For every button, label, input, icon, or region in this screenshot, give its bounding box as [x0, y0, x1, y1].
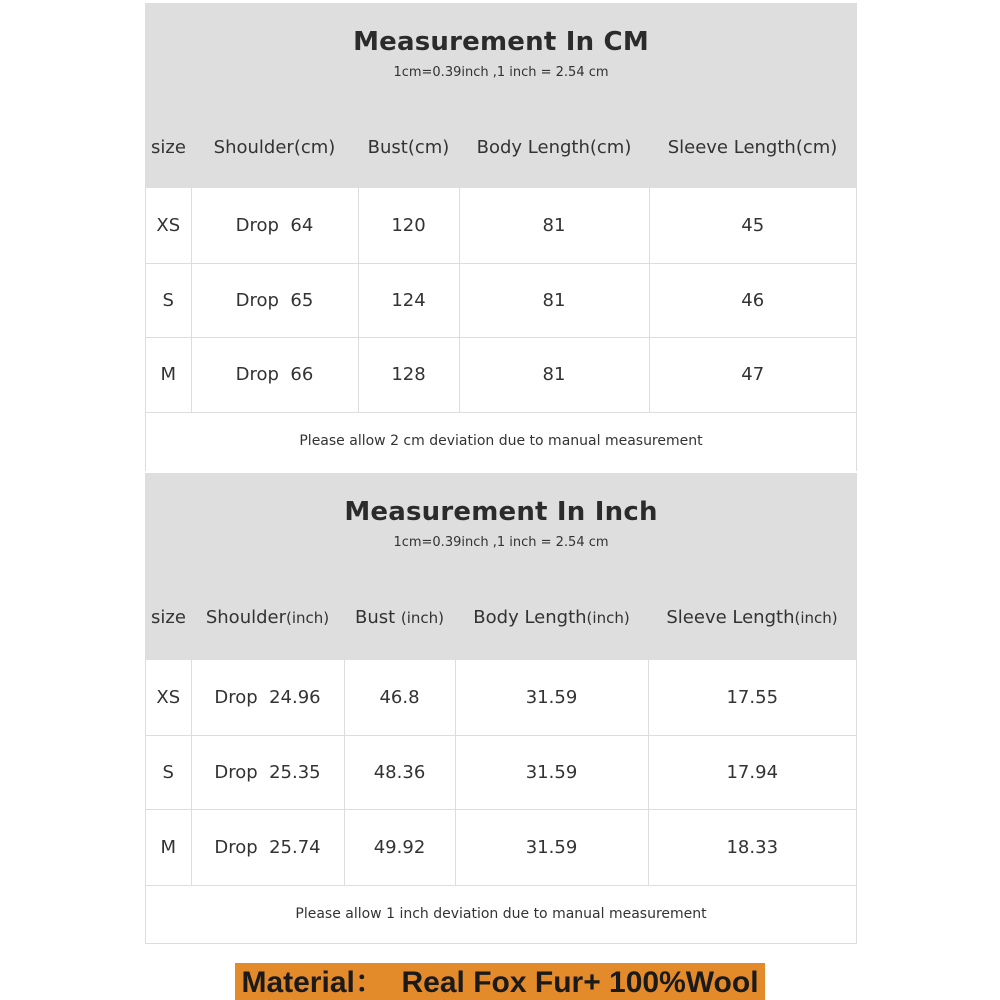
section-title: Measurement In Inch [344, 497, 658, 527]
conversion-note: 1cm=0.39inch ,1 inch = 2.54 cm [393, 535, 609, 550]
table-header-cm [146, 3, 856, 188]
cell-size: XS [146, 188, 191, 263]
size-chart-inch [145, 473, 857, 944]
column-header: size [151, 607, 186, 628]
cell-bust: 48.36 [344, 735, 455, 809]
column-headers [146, 607, 856, 628]
cell-size: S [146, 735, 191, 809]
column-header: Sleeve Length(inch) [666, 607, 838, 628]
cell-shoulder: Drop 25.35 [191, 735, 344, 809]
column-headers [146, 137, 856, 158]
cell-sleeve-length: 47 [649, 337, 856, 412]
deviation-note: Please allow 1 inch deviation due to manual measurement [295, 905, 707, 922]
table-row [146, 660, 856, 735]
cell-body-length: 31.59 [455, 735, 648, 809]
table-row [146, 809, 856, 885]
cell-sleeve-length: 45 [649, 188, 856, 263]
column-header: Body Length(cm) [476, 137, 632, 158]
cell-size: M [146, 809, 191, 885]
table-row [146, 337, 856, 412]
column-header: Body Length(inch) [473, 607, 630, 628]
size-chart-cm [145, 3, 857, 471]
cell-body-length: 31.59 [455, 809, 648, 885]
table-row [146, 735, 856, 809]
conversion-note: 1cm=0.39inch ,1 inch = 2.54 cm [393, 65, 609, 80]
cell-shoulder: Drop 24.96 [191, 660, 344, 735]
cell-bust: 46.8 [344, 660, 455, 735]
cell-bust: 124 [358, 263, 459, 337]
deviation-note: Please allow 2 cm deviation due to manual measurement [299, 432, 703, 449]
table-row [146, 188, 856, 263]
material-banner: Material： Real Fox Fur+ 100%Wool [235, 963, 765, 1000]
column-header: Sleeve Length(cm) [667, 137, 838, 158]
cell-shoulder: Drop 66 [191, 337, 358, 412]
column-header: Bust (inch) [354, 607, 445, 628]
table-row [146, 263, 856, 337]
cell-bust: 128 [358, 337, 459, 412]
cell-size: S [146, 263, 191, 337]
cell-size: XS [146, 660, 191, 735]
cell-body-length: 31.59 [455, 660, 648, 735]
cell-bust: 120 [358, 188, 459, 263]
cell-shoulder: Drop 64 [191, 188, 358, 263]
cell-shoulder: Drop 65 [191, 263, 358, 337]
column-header: Shoulder(inch) [205, 607, 330, 628]
size-table-cm [146, 188, 856, 413]
section-title: Measurement In CM [353, 27, 649, 57]
table-header-inch [146, 473, 856, 660]
size-table-inch [146, 660, 856, 886]
cell-body-length: 81 [459, 337, 649, 412]
cell-bust: 49.92 [344, 809, 455, 885]
cell-body-length: 81 [459, 263, 649, 337]
cell-sleeve-length: 17.55 [648, 660, 856, 735]
column-header: Bust(cm) [367, 137, 450, 158]
cell-sleeve-length: 46 [649, 263, 856, 337]
cell-body-length: 81 [459, 188, 649, 263]
cell-sleeve-length: 18.33 [648, 809, 856, 885]
cell-shoulder: Drop 25.74 [191, 809, 344, 885]
cell-size: M [146, 337, 191, 412]
cell-sleeve-length: 17.94 [648, 735, 856, 809]
column-header: size [151, 137, 186, 158]
column-header: Shoulder(cm) [213, 137, 336, 158]
